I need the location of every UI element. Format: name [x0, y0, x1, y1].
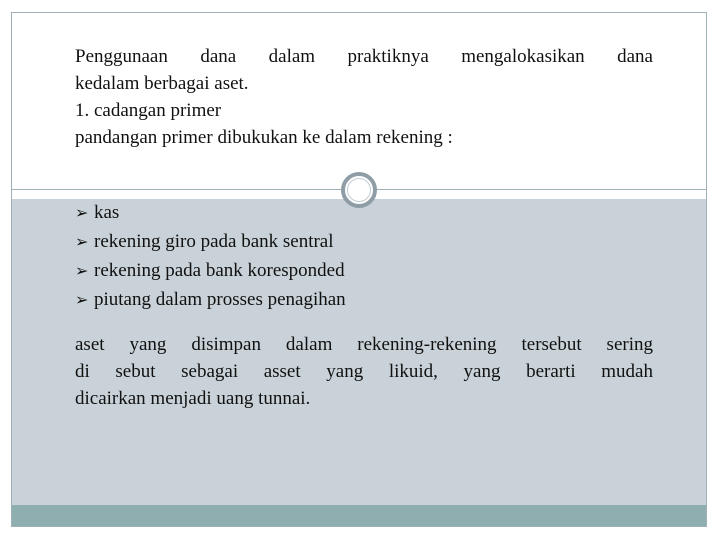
closing-line: dicairkan menjadi uang tunnai.: [75, 388, 311, 409]
intro-line: kedalam berbagai aset.: [75, 73, 249, 94]
footer-bar: [12, 505, 706, 527]
closing-line: di sebut sebagai asset yang likuid, yang berarti mudah: [75, 361, 653, 382]
bullet-list: [75, 199, 653, 315]
bullet-item: [75, 257, 653, 286]
bullet-text: piutang dalam prosses penagihan: [94, 289, 346, 310]
arrow-bullet-icon: ➢: [75, 203, 89, 222]
bullet-item: [75, 199, 653, 228]
arrow-bullet-icon: ➢: [75, 261, 89, 280]
closing-line: aset yang disimpan dalam rekening-rekening tersebut sering: [75, 334, 653, 355]
intro-paragraph: [75, 43, 653, 151]
arrow-bullet-icon: ➢: [75, 232, 89, 251]
intro-line: Penggunaan dana dalam praktiknya mengalokasikan dana: [75, 46, 653, 67]
arrow-bullet-icon: ➢: [75, 290, 89, 309]
bullet-item: [75, 286, 653, 315]
bullet-item: [75, 228, 653, 257]
intro-line: pandangan primer dibukukan ke dalam rekening :: [75, 127, 453, 148]
bullet-text: kas: [94, 202, 120, 223]
intro-line: 1. cadangan primer: [75, 100, 222, 121]
closing-paragraph: [75, 331, 653, 412]
bullet-text: rekening giro pada bank sentral: [94, 231, 334, 252]
bullet-text: rekening pada bank koresponded: [94, 260, 345, 281]
